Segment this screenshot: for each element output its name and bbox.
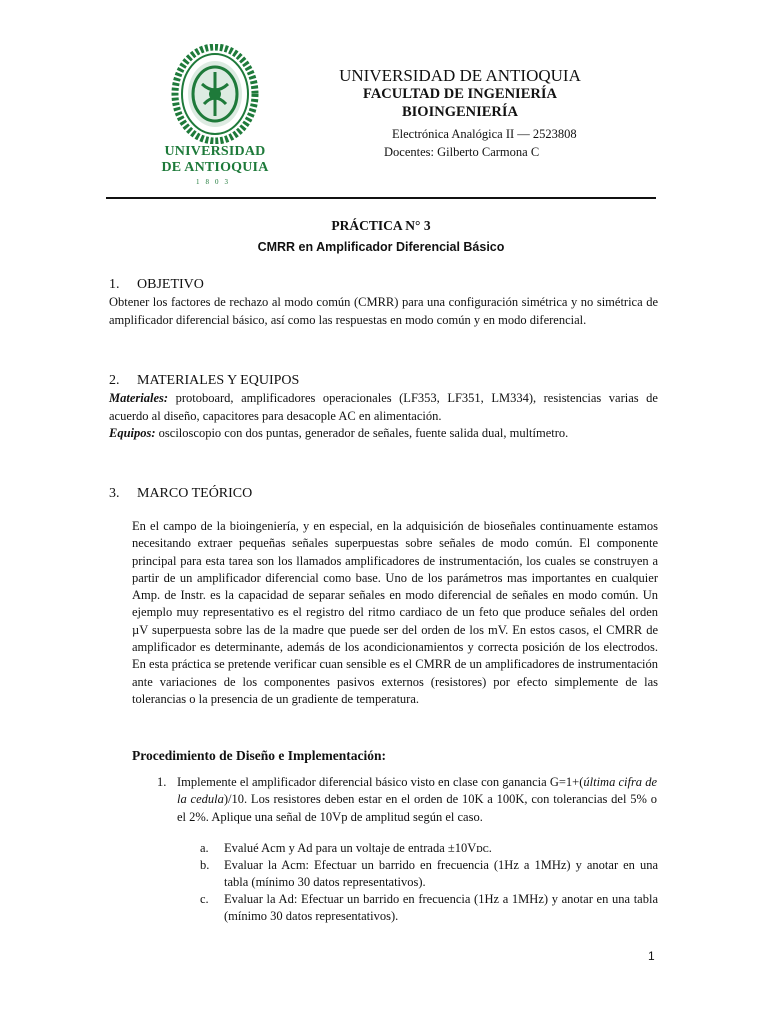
section-title: MARCO TEÓRICO [137, 486, 253, 501]
section-number: 2. [109, 373, 120, 388]
subitem-text: Evaluar la Acm: Efectuar un barrido en frecuencia (1Hz a 1MHz) y anotar en una tabla (mínimo 30 datos representativos). [224, 858, 658, 890]
page-number: 1 [648, 949, 655, 963]
logo-text-line1: UNIVERSIDAD [164, 144, 266, 159]
procedure-subitem-c [200, 891, 658, 926]
procedure-item-1 [157, 774, 657, 826]
program-name: BIOINGENIERÍA [401, 104, 519, 120]
equipment-label: Equipos: [109, 426, 156, 440]
section-objective-heading [109, 277, 204, 293]
materials-text: protoboard, amplificadores operacionales (LF353, LF351, LM334), resistencias varias de acuerdo al diseño, capacitores para desacople AC en alimentación. [109, 391, 658, 423]
section-materials-heading [109, 373, 299, 389]
list-number: 1. [157, 775, 167, 789]
logo-text-line2: DE ANTIOQUIA [161, 160, 269, 175]
procedure-subitem-b [200, 857, 658, 892]
university-name: UNIVERSIDAD DE ANTIOQUIA [339, 66, 581, 85]
subitem-text: Evaluar la Ad: Efectuar un barrido en frecuencia (1Hz a 1MHz) y anotar en una tabla (mínimo 30 datos representativos). [224, 892, 658, 924]
procedure-subitem-a [200, 840, 658, 857]
section-number: 3. [109, 486, 120, 501]
section-number: 1. [109, 277, 120, 292]
university-logo [150, 44, 280, 194]
list-letter: a. [200, 841, 209, 855]
list-letter: b. [200, 858, 210, 872]
item-text-b: )/10. Los resistores deben estar en el orden de 10K a 100K, con tolerancias del 5% o el 2%. Aplique una señal de 10Vp de amplitud según el caso. [177, 792, 657, 824]
faculty-name: FACULTAD DE INGENIERÍA [363, 86, 557, 102]
subitem-text: Evalué Acm y Ad para un voltaje de entrada ±10Vᴅᴄ. [224, 841, 492, 855]
list-letter: c. [200, 892, 209, 906]
section-title: OBJETIVO [137, 277, 204, 292]
header-divider [106, 197, 656, 199]
teachers-line: Docentes: Gilberto Carmona C [384, 145, 540, 159]
theory-body: En el campo de la bioingeniería, y en especial, en la adquisición de bioseñales continuamente estamos necesitando extraer pequeñas señales superpuestas sobre señales de modo común. El componente principal para esta tarea son los llamados amplificadores de instrumentación, los cuales se construyen a partir de un amplificador diferencial como base. Uno de los parámetros mas importantes en cualquier Amp. de Instr. es la capacidad de separar señales en modo diferencial de señales en modo común. Un ejemplo muy representativo es el registro del ritmo cardiaco de un feto que produce señales del orden µV superpuesta sobre las de la madre que puede ser del orden de los mV. En estos casos, el CMRR de amplificador es determinante, además de los acondicionamientos y correcta posición de los electrodos. En esta práctica se pretende verificar cuan sensible es el CMRR de un amplificadores de instrumentación ante variaciones de los componentes pasivos externos (resistores) por efecto simplemente de las tolerancias o la presencia de un gradiente de temperatura. [132, 519, 658, 706]
objective-body: Obtener los factores de rechazo al modo común (CMRR) para una configuración simétrica y no simétrica de amplificador diferencial básico, así como las respuestas en modo común y en modo diferencial. [109, 295, 658, 327]
item-text-italic: última cifra de la cedula [177, 775, 657, 807]
procedure-title: Procedimiento de Diseño e Implementación: [132, 748, 386, 763]
materials-body [109, 390, 658, 443]
item-text-a: Implemente el amplificador diferencial básico visto en clase con ganancia G=1+( [177, 775, 584, 789]
logo-year: 1803 [196, 178, 234, 186]
course-line: Electrónica Analógica II — 2523808 [392, 127, 577, 141]
practice-subtitle: CMRR en Amplificador Diferencial Básico [257, 240, 505, 254]
section-title: MATERIALES Y EQUIPOS [137, 373, 300, 388]
practice-title: PRÁCTICA N° 3 [331, 218, 431, 233]
equipment-text: osciloscopio con dos puntas, generador de señales, fuente salida dual, multímetro. [155, 426, 569, 440]
section-theory-heading [109, 486, 252, 502]
materials-label: Materiales: [109, 391, 169, 405]
seal-icon [150, 44, 280, 144]
